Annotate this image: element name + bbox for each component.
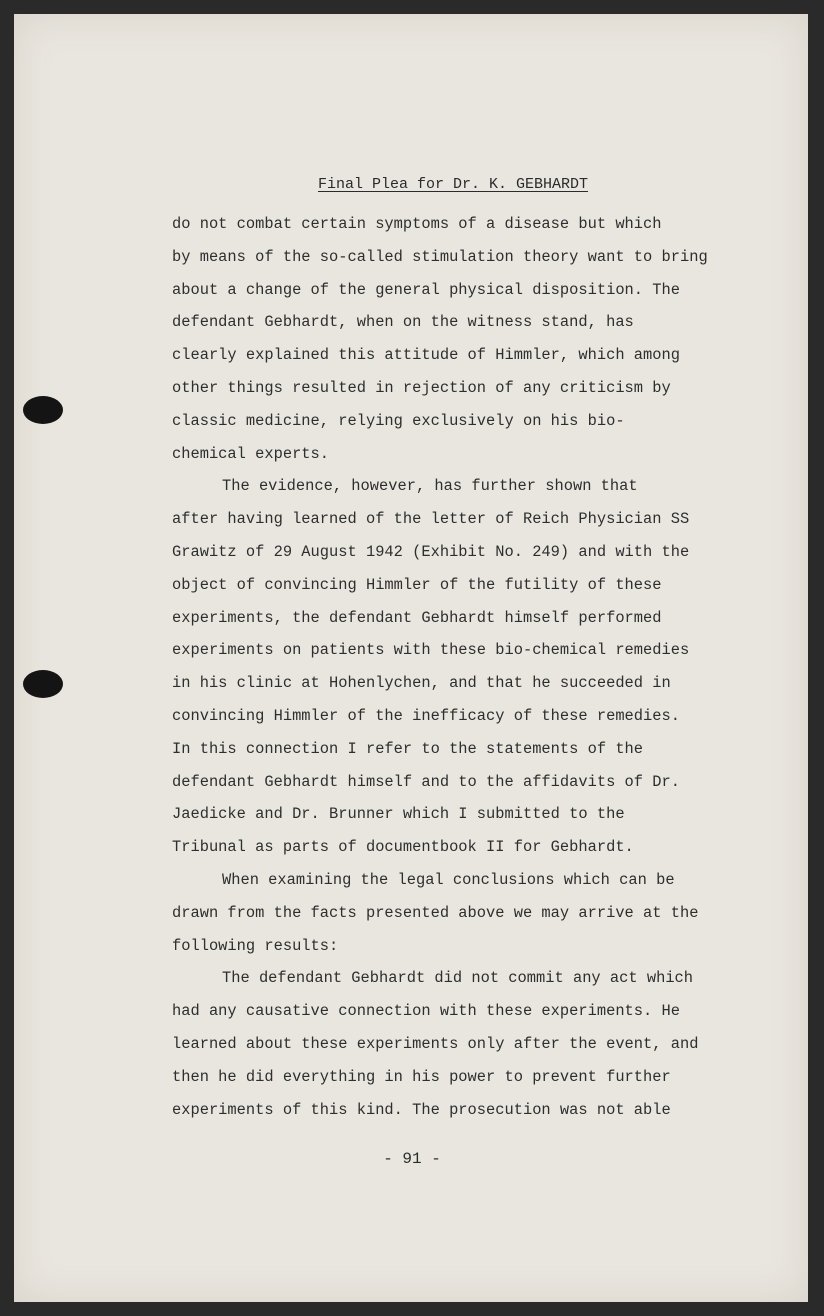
text-line: defendant Gebhardt, when on the witness stand, has: [172, 313, 634, 332]
text-line: do not combat certain symptoms of a disease but which: [172, 215, 662, 233]
text-line: experiments on patients with these bio-chemical remedies: [172, 641, 690, 660]
text-line: drawn from the facts presented above we may arrive at the: [172, 903, 699, 922]
document-body: [172, 208, 752, 1126]
text-line: When examining the legal conclusions which can be: [222, 870, 675, 889]
text-line: then he did everything in his power to prevent further: [172, 1067, 671, 1086]
page-number: - 91 -: [383, 1150, 441, 1168]
punch-hole-bottom: [23, 670, 63, 698]
text-line: learned about these experiments only after the event, and: [172, 1034, 699, 1053]
document-title: Final Plea for Dr. K. GEBHARDT: [318, 176, 589, 193]
text-line: Jaedicke and Dr. Brunner which I submitted to the: [172, 805, 625, 824]
text-line: in his clinic at Hohenlychen, and that he succeeded in: [172, 674, 671, 693]
text-line: Tribunal as parts of documentbook II for Gebhardt.: [172, 838, 634, 857]
text-line: convincing Himmler of the inefficacy of these remedies.: [172, 706, 680, 725]
text-line: about a change of the general physical disposition. The: [172, 280, 680, 299]
text-line: clearly explained this attitude of Himmler, which among: [172, 346, 680, 365]
text-line: had any causative connection with these experiments. He: [172, 1002, 680, 1021]
text-line: The evidence, however, has further shown that: [222, 477, 638, 496]
text-line: object of convincing Himmler of the futility of these: [172, 575, 662, 594]
text-line: The defendant Gebhardt did not commit any act which: [222, 969, 694, 988]
text-line: experiments of this kind. The prosecution was not able: [172, 1100, 671, 1119]
text-line: after having learned of the letter of Reich Physician SS: [172, 510, 690, 529]
text-line: chemical experts.: [172, 444, 330, 463]
text-line: defendant Gebhardt himself and to the affidavits of Dr.: [172, 772, 680, 791]
punch-hole-top: [23, 396, 63, 424]
text-line: In this connection I refer to the statements of the: [172, 739, 644, 758]
text-line: following results:: [172, 936, 339, 955]
text-line: experiments, the defendant Gebhardt himself performed: [172, 608, 662, 627]
text-line: other things resulted in rejection of any criticism by: [172, 378, 671, 397]
text-line: Grawitz of 29 August 1942 (Exhibit No. 249) and with the: [172, 542, 690, 561]
text-line: classic medicine, relying exclusively on his bio-: [172, 411, 625, 430]
text-line: by means of the so-called stimulation theory want to bring: [172, 247, 708, 266]
